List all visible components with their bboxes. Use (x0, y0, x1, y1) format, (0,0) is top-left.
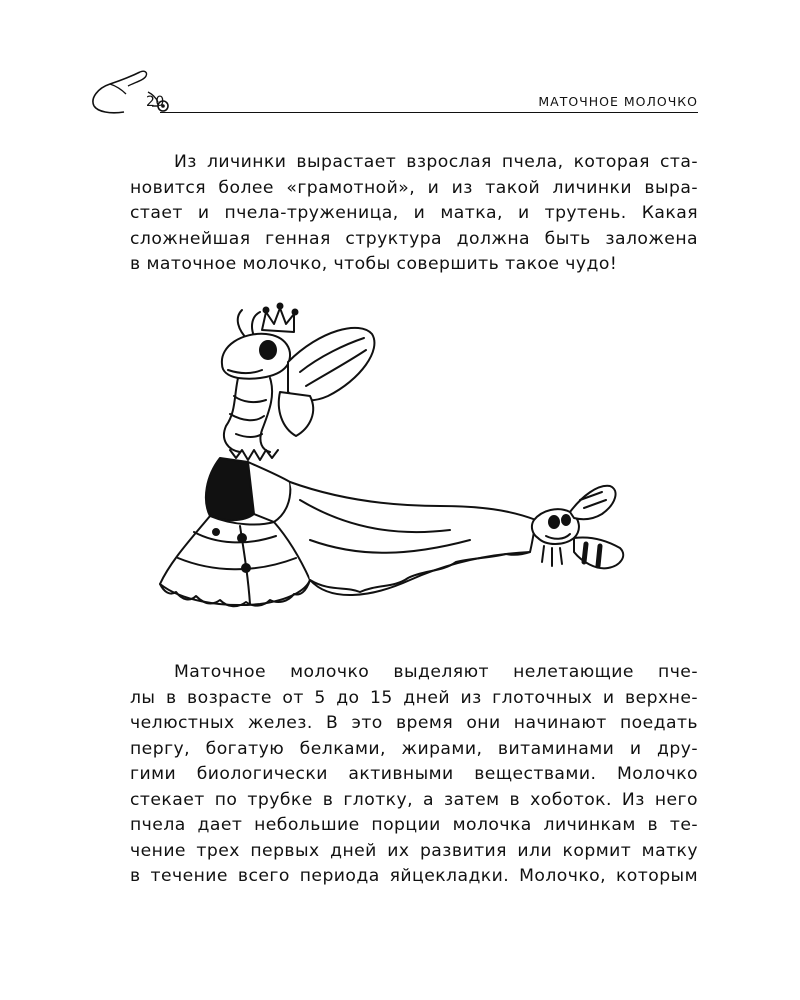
text-line: стает и пчела-труженица, и матка, и трутень. Какая (130, 203, 698, 223)
text-line: новится более «грамотной», и из такой личинки выра- (130, 177, 698, 198)
text-line: в течение всего периода яйцекладки. Молочко, которым (130, 866, 698, 886)
text-line: челюстных желез. В это время они начинают поедать (130, 713, 698, 733)
text-line: в маточное молочко, чтобы совершить такое чудо! (130, 254, 618, 274)
text-line: сложнейшая генная структура должна быть заложена (130, 228, 698, 249)
text-line: гими биологически активными веществами. Молочко (130, 764, 698, 784)
header-divider (160, 112, 698, 113)
paragraph-2 (130, 660, 698, 890)
queen-bee-illustration (150, 300, 670, 630)
text-line: чение трех первых дней их развития или кормит матку (130, 840, 698, 861)
text-line: пергу, богатую белками, жирами, витаминами и дру- (130, 738, 698, 759)
text-line: пчела дает небольшие порции молочка личинкам в те- (130, 815, 698, 835)
running-title: МАТОЧНОЕ МОЛОЧКО (538, 94, 698, 109)
text-line: Маточное молочко выделяют нелетающие пче- (174, 662, 698, 682)
page-number: 20 (146, 94, 165, 110)
text-line: стекает по трубке в глотку, а затем в хоботок. Из него (130, 789, 698, 810)
text-line: Из личинки вырастает взрослая пчела, которая ста- (174, 152, 698, 172)
paragraph-1 (130, 150, 698, 278)
stethoscope-icon (88, 68, 188, 118)
text-line: лы в возрасте от 5 до 15 дней из глоточных и верхне- (130, 687, 698, 708)
